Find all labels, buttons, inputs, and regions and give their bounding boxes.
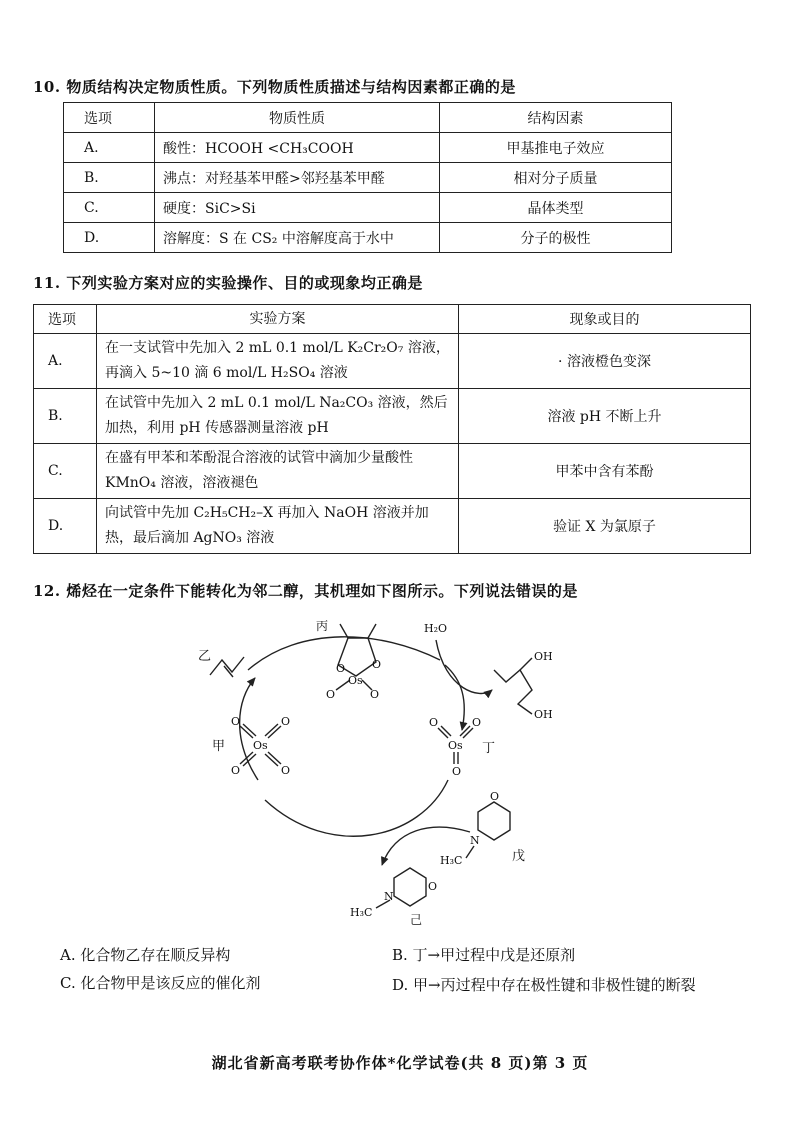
question-11-title: 11. 下列实验方案对应的实验操作、目的或现象均正确是 (33, 274, 423, 292)
diol-oh-2: OH (534, 708, 553, 721)
header-plan: 实验方案 (97, 305, 459, 334)
cell-property: 沸点：对羟基苯甲醛>邻羟基苯甲醛 (155, 163, 440, 193)
cell-option: A. (64, 133, 155, 163)
cell-option: D. (64, 223, 155, 253)
bing-o-right: O (372, 658, 382, 671)
yi-molecule (210, 657, 244, 675)
ding-os: Os (448, 739, 463, 752)
header-structure: 结构因素 (440, 103, 672, 133)
cell-phenomenon: 溶液 pH 不断上升 (459, 389, 751, 444)
ding-o2: O (472, 716, 482, 729)
ji-n: N (384, 890, 394, 903)
bing-o-left: O (336, 662, 346, 675)
label-bing: 丙 (316, 619, 329, 633)
option-d: D. 甲→丙过程中存在极性键和非极性键的断裂 (392, 976, 696, 994)
jia-o4: O (281, 764, 291, 777)
cell-structure: 相对分子质量 (440, 163, 672, 193)
label-yi: 乙 (198, 649, 212, 664)
option-a: A. 化合物乙存在顺反异构 (60, 946, 231, 964)
jia-os: Os (253, 739, 268, 752)
cell-structure: 甲基推电子效应 (440, 133, 672, 163)
cell-phenomenon: · 溶液橙色变深 (459, 334, 751, 389)
label-ding: 丁 (482, 741, 496, 756)
jia-o2: O (281, 715, 291, 728)
cell-option: A. (34, 334, 97, 389)
cell-option: B. (64, 163, 155, 193)
ding-o1: O (429, 716, 439, 729)
cell-plan: 在试管中先加入 2 mL 0.1 mol/L Na₂CO₃ 溶液，然后加热，利用 pH 传感器测量溶液 pH (97, 389, 459, 444)
bing-o-low-left: O (326, 688, 336, 701)
header-phenomenon: 现象或目的 (459, 305, 751, 334)
cell-plan: 在一支试管中先加入 2 mL 0.1 mol/L K₂Cr₂O₇ 溶液，再滴入 5~10 滴 6 mol/L H₂SO₄ 溶液 (97, 334, 459, 389)
cell-phenomenon: 验证 X 为氯原子 (459, 499, 751, 554)
cell-property: 溶解度：S 在 CS₂ 中溶解度高于水中 (155, 223, 440, 253)
water-label: H₂O (424, 622, 448, 635)
diol-oh-1: OH (534, 650, 553, 663)
header-option: 选项 (34, 305, 97, 334)
ji-methyl: H₃C (350, 906, 373, 919)
cell-option: B. (34, 389, 97, 444)
diol-molecule (494, 670, 532, 714)
ding-o3: O (452, 765, 462, 778)
header-property: 物质性质 (155, 103, 440, 133)
cycle-arrow-right (445, 665, 464, 730)
cell-option: D. (34, 499, 97, 554)
header-option: 选项 (64, 103, 155, 133)
label-ji: 己 (410, 913, 423, 927)
cell-plan: 向试管中先加 C₂H₅CH₂–X 再加入 NaOH 溶液并加热，最后滴加 AgNO₃ 溶液 (97, 499, 459, 554)
jia-o3: O (231, 764, 241, 777)
bing-o-low-right: O (370, 688, 380, 701)
cell-option: C. (34, 444, 97, 499)
option-b: B. 丁→甲过程中戊是还原剂 (392, 946, 576, 964)
cell-plan: 在盛有甲苯和苯酚混合溶液的试管中滴加少量酸性 KMnO₄ 溶液，溶液褪色 (97, 444, 459, 499)
wu-methyl: H₃C (440, 854, 463, 867)
cell-structure: 分子的极性 (440, 223, 672, 253)
bing-os: Os (348, 674, 363, 687)
ji-o: O (428, 880, 438, 893)
question-10-title: 10. 物质结构决定物质性质。下列物质性质描述与结构因素都正确的是 (33, 78, 516, 96)
cell-option: C. (64, 193, 155, 223)
water-in-arrow (436, 640, 492, 693)
label-jia: 甲 (212, 739, 226, 754)
page-footer: 湖北省新高考联考协作体*化学试卷(共 8 页)第 3 页 (211, 1054, 589, 1072)
cell-structure: 晶体类型 (440, 193, 672, 223)
wu-o: O (490, 790, 500, 803)
cell-property: 硬度：SiC>Si (155, 193, 440, 223)
jia-o1: O (231, 715, 241, 728)
question-12-title: 12. 烯烃在一定条件下能转化为邻二醇，其机理如下图所示。下列说法错误的是 (33, 582, 578, 600)
ji-molecule (394, 868, 426, 906)
label-wu: 戊 (512, 849, 526, 864)
option-c: C. 化合物甲是该反应的催化剂 (60, 974, 261, 992)
wu-n: N (470, 834, 480, 847)
wu-molecule (478, 802, 510, 840)
cycle-arrow-bottom (265, 780, 448, 836)
cell-phenomenon: 甲苯中含有苯酚 (459, 444, 751, 499)
cell-property: 酸性：HCOOH <CH₃COOH (155, 133, 440, 163)
